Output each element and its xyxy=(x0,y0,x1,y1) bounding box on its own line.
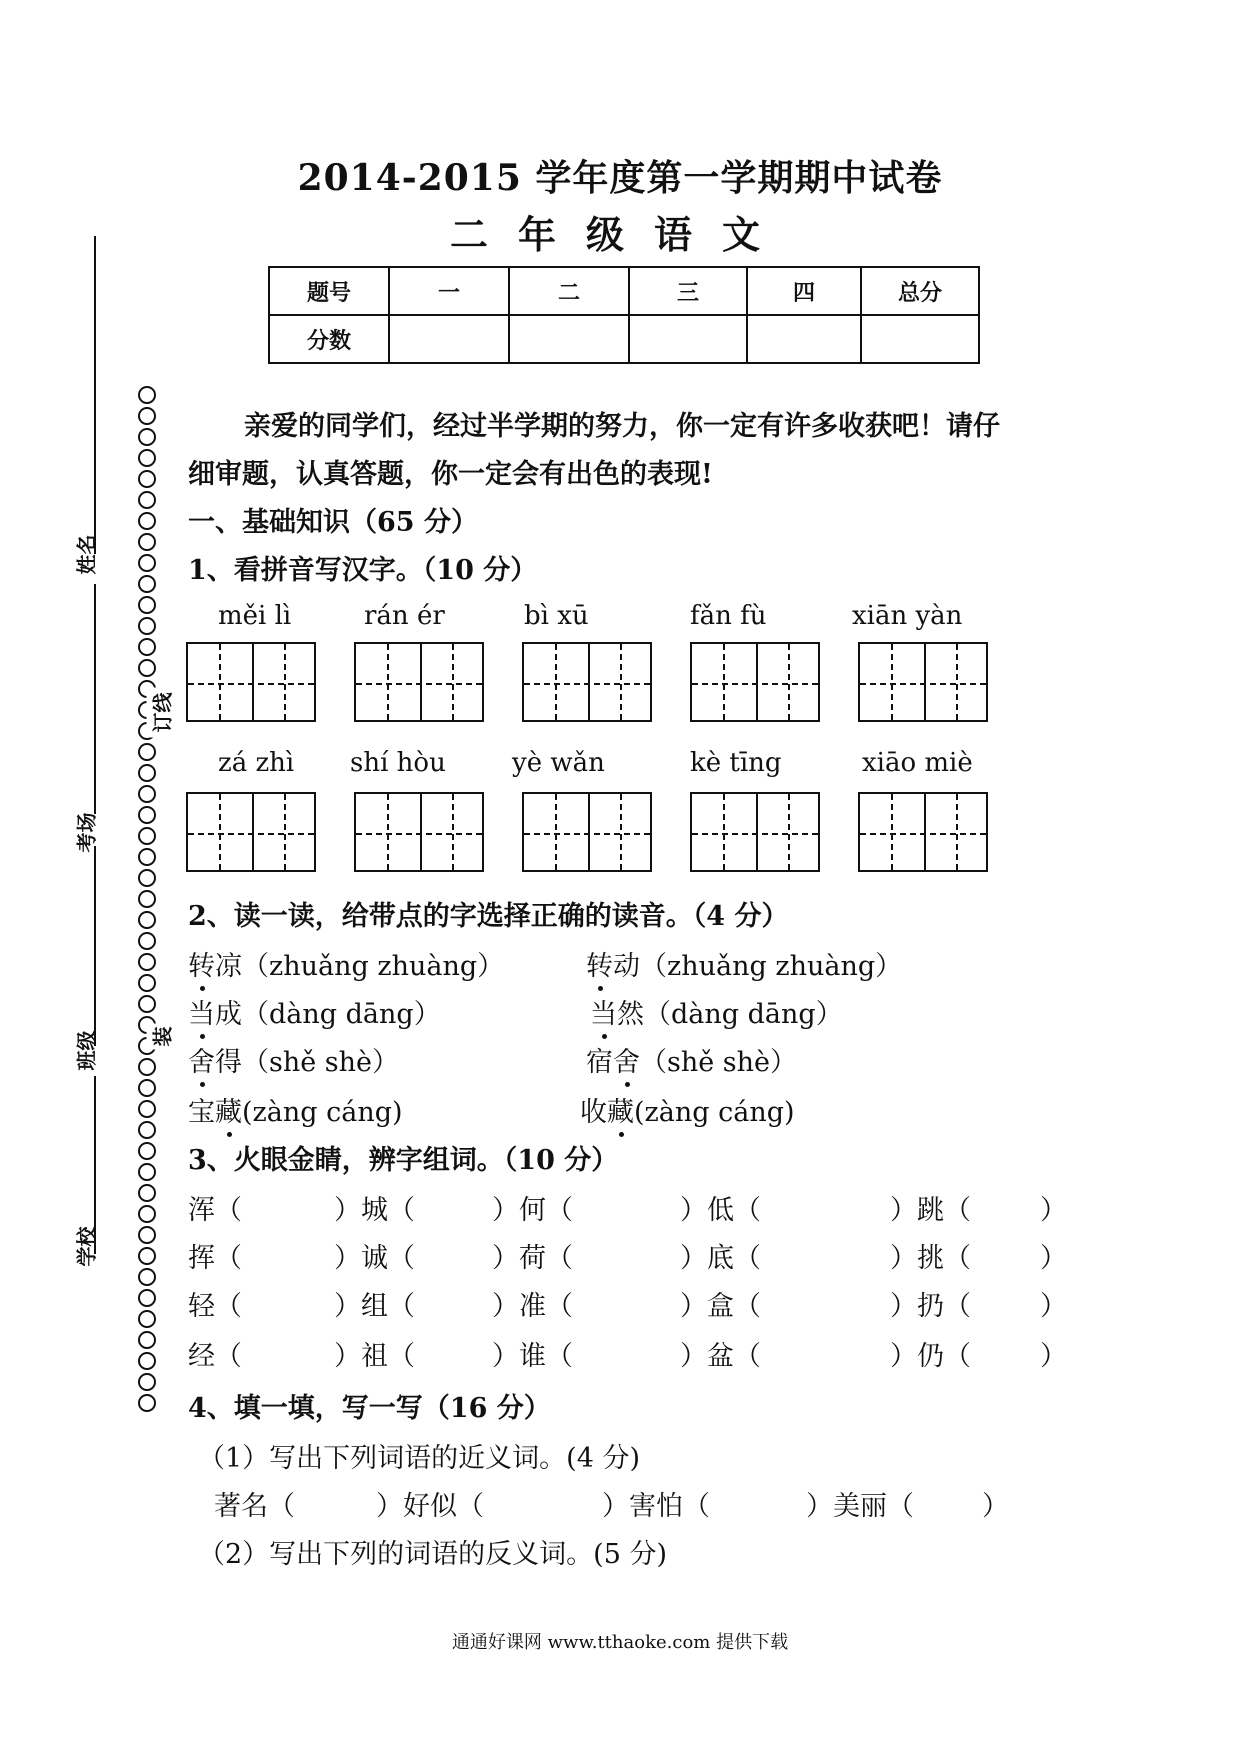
binding-circle xyxy=(138,470,156,488)
binding-circle xyxy=(138,1352,156,1370)
synonym-item[interactable]: ）害怕（ xyxy=(602,1491,710,1522)
question-2-heading: 2、读一读，给带点的字选择正确的读音。（4 分） xyxy=(188,901,789,932)
pinyin-label: bì xū xyxy=(524,601,589,631)
pronunciation-item[interactable]: 转凉（zhuǎng zhuàng） xyxy=(188,944,504,983)
binding-circle xyxy=(138,1373,156,1391)
binding-circle xyxy=(138,491,156,509)
binding-circle xyxy=(138,1058,156,1076)
binding-circle xyxy=(138,575,156,593)
word-group-cell[interactable]: ）扔（ xyxy=(890,1291,971,1322)
binding-circle xyxy=(138,764,156,782)
binding-circle xyxy=(138,1205,156,1223)
pronunciation-item[interactable]: 舍得（shě shè） xyxy=(188,1040,399,1079)
binding-circle xyxy=(138,890,156,908)
score-cell: 分数 xyxy=(269,315,389,363)
pinyin-label: yè wǎn xyxy=(512,748,605,778)
pinyin-label: shí hòu xyxy=(350,748,446,778)
score-table-header-row xyxy=(269,267,979,315)
binding-circle xyxy=(138,512,156,530)
synonym-item[interactable]: ）美丽（ xyxy=(806,1491,914,1522)
binding-circle xyxy=(138,386,156,404)
binding-circle xyxy=(138,1079,156,1097)
word-group-cell[interactable]: ）荷（ xyxy=(492,1243,573,1274)
dotted-char: 转 xyxy=(188,944,215,983)
binding-circle xyxy=(138,911,156,929)
binding-circle xyxy=(138,743,156,761)
binding-circle xyxy=(138,1331,156,1349)
intro-line-1: 亲爱的同学们，经过半学期的努力，你一定有许多收获吧！请仔 xyxy=(244,411,1000,442)
word-group-cell[interactable]: ）跳（ xyxy=(890,1195,971,1226)
pinyin-label: rán ér xyxy=(364,601,445,631)
sub-question-2: （2）写出下列的词语的反义词。(5 分) xyxy=(198,1539,668,1570)
pinyin-label: xiān yàn xyxy=(852,601,963,631)
binding-circle xyxy=(138,428,156,446)
dotted-char: 当 xyxy=(590,992,617,1031)
pinyin-label: kè tīng xyxy=(690,748,782,778)
margin-line xyxy=(94,584,96,814)
synonym-item[interactable]: 著名（ xyxy=(214,1491,295,1522)
name-label: 姓名 xyxy=(74,534,99,575)
writing-grid[interactable] xyxy=(690,792,820,872)
binding-circles xyxy=(138,386,160,1415)
score-input-cell[interactable] xyxy=(389,315,509,363)
pronunciation-item[interactable]: 当然（dàng dāng） xyxy=(590,992,843,1031)
score-table xyxy=(268,266,980,364)
binding-circle xyxy=(138,974,156,992)
sub-question-1: （1）写出下列词语的近义词。(4 分) xyxy=(198,1443,641,1474)
binding-circle xyxy=(138,659,156,677)
pronunciation-item[interactable]: 收藏(zàng cáng) xyxy=(580,1090,795,1129)
pinyin-label: fǎn fù xyxy=(690,601,767,631)
word-group-cell[interactable]: ）仍（ xyxy=(890,1341,971,1372)
dotted-char: 舍 xyxy=(613,1040,640,1079)
writing-grid[interactable] xyxy=(186,792,316,872)
writing-grid[interactable] xyxy=(354,642,484,722)
synonym-item[interactable]: ）好似（ xyxy=(376,1491,484,1522)
binding-circle xyxy=(138,449,156,467)
word-group-cell[interactable]: ）城（ xyxy=(334,1195,415,1226)
score-cell: 题号 xyxy=(269,267,389,315)
word-group-cell[interactable]: ）谁（ xyxy=(492,1341,573,1372)
footer-credit: 通通好课网 www.tthaoke.com 提供下载 xyxy=(451,1632,789,1653)
binding-circle xyxy=(138,1163,156,1181)
synonym-item: ） xyxy=(982,1491,1009,1522)
score-cell: 一 xyxy=(389,267,509,315)
pronunciation-item[interactable]: 宿舍（shě shè） xyxy=(586,1040,797,1079)
word-group-cell[interactable]: ）何（ xyxy=(492,1195,573,1226)
binding-circle xyxy=(138,638,156,656)
exam-room-label: 考场 xyxy=(74,812,99,853)
word-group-cell[interactable]: 浑（ xyxy=(188,1195,242,1226)
binding-word-dingxian: 订线 xyxy=(147,688,176,738)
writing-grid[interactable] xyxy=(522,642,652,722)
dotted-char: 藏 xyxy=(607,1090,634,1129)
word-group-cell[interactable]: 轻（ xyxy=(188,1291,242,1322)
word-group-cell[interactable]: ）祖（ xyxy=(334,1341,415,1372)
score-cell: 三 xyxy=(629,267,747,315)
binding-circle xyxy=(138,533,156,551)
binding-circle xyxy=(138,1184,156,1202)
school-label: 学校 xyxy=(74,1226,99,1267)
score-input-cell[interactable] xyxy=(629,315,747,363)
binding-circle xyxy=(138,1121,156,1139)
word-group-cell[interactable]: ）诚（ xyxy=(334,1243,415,1274)
writing-grid[interactable] xyxy=(522,792,652,872)
dotted-char: 转 xyxy=(586,944,613,983)
writing-grid[interactable] xyxy=(186,642,316,722)
binding-circle xyxy=(138,1289,156,1307)
word-group-cell[interactable]: ）盆（ xyxy=(680,1341,761,1372)
word-group-cell[interactable]: ）低（ xyxy=(680,1195,761,1226)
binding-circle xyxy=(138,869,156,887)
binding-circle xyxy=(138,806,156,824)
binding-circle xyxy=(138,596,156,614)
word-group-cell[interactable]: ）底（ xyxy=(680,1243,761,1274)
word-group-cell[interactable]: 经（ xyxy=(188,1341,242,1372)
word-group-cell[interactable]: 挥（ xyxy=(188,1243,242,1274)
binding-circle xyxy=(138,932,156,950)
binding-circle xyxy=(138,1142,156,1160)
question-4-heading: 4、填一填，写一写（16 分） xyxy=(188,1393,551,1424)
pronunciation-item[interactable]: 当成（dàng dāng） xyxy=(188,992,441,1031)
word-group-cell: ） xyxy=(1040,1243,1067,1274)
binding-circle xyxy=(138,827,156,845)
word-group-cell[interactable]: ）准（ xyxy=(492,1291,573,1322)
binding-circle xyxy=(138,1394,156,1412)
writing-grid[interactable] xyxy=(690,642,820,722)
score-input-cell[interactable] xyxy=(509,315,629,363)
binding-circle xyxy=(138,1226,156,1244)
binding-circle xyxy=(138,785,156,803)
binding-circle xyxy=(138,848,156,866)
binding-circle xyxy=(138,995,156,1013)
binding-circle xyxy=(138,1100,156,1118)
word-group-cell: ） xyxy=(1040,1195,1067,1226)
binding-circle xyxy=(138,617,156,635)
question-3-heading: 3、火眼金睛，辨字组词。（10 分） xyxy=(188,1145,619,1176)
score-cell: 总分 xyxy=(861,267,979,315)
pronunciation-item[interactable]: 宝藏(zàng cáng) xyxy=(188,1090,403,1129)
word-group-cell[interactable]: ）组（ xyxy=(334,1291,415,1322)
pinyin-label: xiāo miè xyxy=(862,748,973,778)
score-table-score-row xyxy=(269,315,979,363)
word-group-cell: ） xyxy=(1040,1341,1067,1372)
binding-circle xyxy=(138,1310,156,1328)
writing-grid[interactable] xyxy=(858,792,988,872)
score-input-cell[interactable] xyxy=(861,315,979,363)
binding-circle xyxy=(138,1247,156,1265)
exam-title: 2014-2015 学年度第一学期期中试卷 xyxy=(297,157,943,199)
dotted-char: 当 xyxy=(188,992,215,1031)
binding-word-zhuang: 装 xyxy=(147,1024,176,1050)
exam-subtitle: 二年级语文 xyxy=(449,212,790,257)
question-1-heading: 1、看拼音写汉字。（10 分） xyxy=(188,555,538,586)
section-1-heading: 一、基础知识（65 分） xyxy=(188,507,478,538)
binding-circle xyxy=(138,554,156,572)
margin-line xyxy=(94,236,96,554)
writing-grid[interactable] xyxy=(858,642,988,722)
class-label: 班级 xyxy=(74,1030,99,1071)
score-cell: 二 xyxy=(509,267,629,315)
binding-circle xyxy=(138,407,156,425)
writing-grid[interactable] xyxy=(354,792,484,872)
binding-circle xyxy=(138,953,156,971)
word-group-cell: ） xyxy=(1040,1291,1067,1322)
margin-line xyxy=(94,846,96,1046)
pronunciation-item[interactable]: 转动（zhuǎng zhuàng） xyxy=(586,944,902,983)
word-group-cell[interactable]: ）盒（ xyxy=(680,1291,761,1322)
pinyin-label: zá zhì xyxy=(218,748,295,778)
score-input-cell[interactable] xyxy=(747,315,861,363)
binding-circle xyxy=(138,1268,156,1286)
score-cell: 四 xyxy=(747,267,861,315)
intro-line-2: 细审题，认真答题，你一定会有出色的表现! xyxy=(188,459,713,490)
word-group-cell[interactable]: ）挑（ xyxy=(890,1243,971,1274)
dotted-char: 舍 xyxy=(188,1040,215,1079)
pinyin-label: měi lì xyxy=(218,601,292,631)
dotted-char: 藏 xyxy=(215,1090,242,1129)
